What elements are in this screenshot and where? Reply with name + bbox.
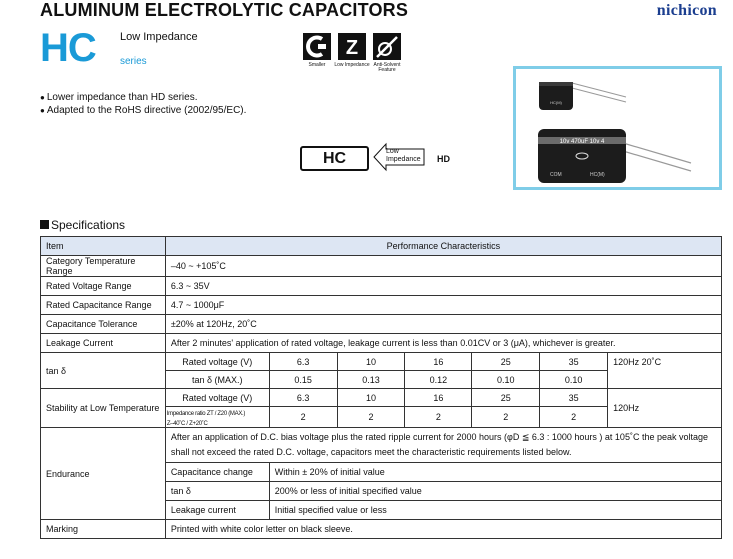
arrow-label: Low Impedance — [386, 148, 421, 163]
feature-list — [40, 91, 246, 117]
hc-series-box: HC — [300, 146, 369, 171]
brand-logo: nichicon — [656, 2, 717, 19]
table-row: Capacitance Tolerance ±20% at 120Hz, 20˚C — [41, 315, 722, 334]
square-bullet-icon — [40, 220, 49, 229]
table-row: Category Temperature Range –40 ~ +105˚C — [41, 256, 722, 277]
photo-right-text: HC(M) — [590, 172, 605, 178]
page-title: ALUMINUM ELECTROLYTIC CAPACITORS — [40, 0, 409, 20]
spec-table — [40, 236, 722, 539]
table-row: tan δ (MAX.) 0.15 0.13 0.12 0.10 0.10 — [41, 371, 722, 389]
table-row: tan δ 200% or less of initial specified value — [41, 482, 722, 501]
photo-band-text: 10v 470uF 10v 4 — [559, 139, 605, 145]
table-row: Rated Capacitance Range 4.7 ~ 1000μF — [41, 296, 722, 315]
feature-item: ● Adapted to the RoHS directive (2002/95/EC). — [40, 104, 246, 117]
photo-label: HC(M) — [550, 100, 562, 105]
table-row: Leakage current Initial specified value or less — [41, 501, 722, 520]
table-row: Rated Voltage Range 6.3 ~ 35V — [41, 277, 722, 296]
series-word: series — [120, 56, 147, 67]
header-item: Item — [41, 237, 166, 256]
svg-text:Z: Z — [345, 37, 359, 59]
smaller-icon — [303, 33, 331, 60]
header-performance: Performance Characteristics — [165, 237, 721, 256]
spec-heading: Specifications — [40, 218, 125, 232]
table-row: tan δ Rated voltage (V) 6.3 10 16 25 35 120Hz 20˚C — [41, 353, 722, 371]
low-impedance-caption: Low Impedance — [334, 62, 370, 68]
table-row: Impedance ratio ZT / Z20 (MAX.) Z–40˚C / Z+20˚C 2 2 2 2 2 — [41, 407, 722, 428]
anti-solvent-caption: Anti-Solvent Feature — [373, 62, 401, 73]
table-row: Endurance After an application of D.C. bias voltage plus the rated ripple current for 2000 hours (φD ≦ 6.3 : 1000 hours ) at 105˚C the peak voltage shall not exceed the rated D.C. voltage, capacitors meet the characteristic requirements listed below. — [41, 428, 722, 463]
table-row: Stability at Low Temperature Rated voltage (V) 6.3 10 16 25 35 120Hz — [41, 389, 722, 407]
table-row: Marking Printed with white color letter on black sleeve. — [41, 520, 722, 539]
product-photo — [513, 66, 722, 190]
hd-series-label: HD — [437, 154, 450, 164]
low-impedance-icon — [338, 33, 366, 60]
photo-left-text: COM — [550, 172, 562, 178]
smaller-caption: Smaller — [308, 62, 326, 68]
series-description: Low Impedance — [120, 31, 198, 43]
table-row: Leakage Current After 2 minutes' application of rated voltage, leakage current is less than 0.01CV or 3 (μA), whichever is greater. — [41, 334, 722, 353]
anti-solvent-icon — [373, 33, 401, 60]
series-code: HC — [40, 26, 96, 70]
table-header — [41, 237, 722, 256]
feature-item: ● Lower impedance than HD series. — [40, 91, 246, 104]
table-row: Capacitance change Within ± 20% of initial value — [41, 463, 722, 482]
